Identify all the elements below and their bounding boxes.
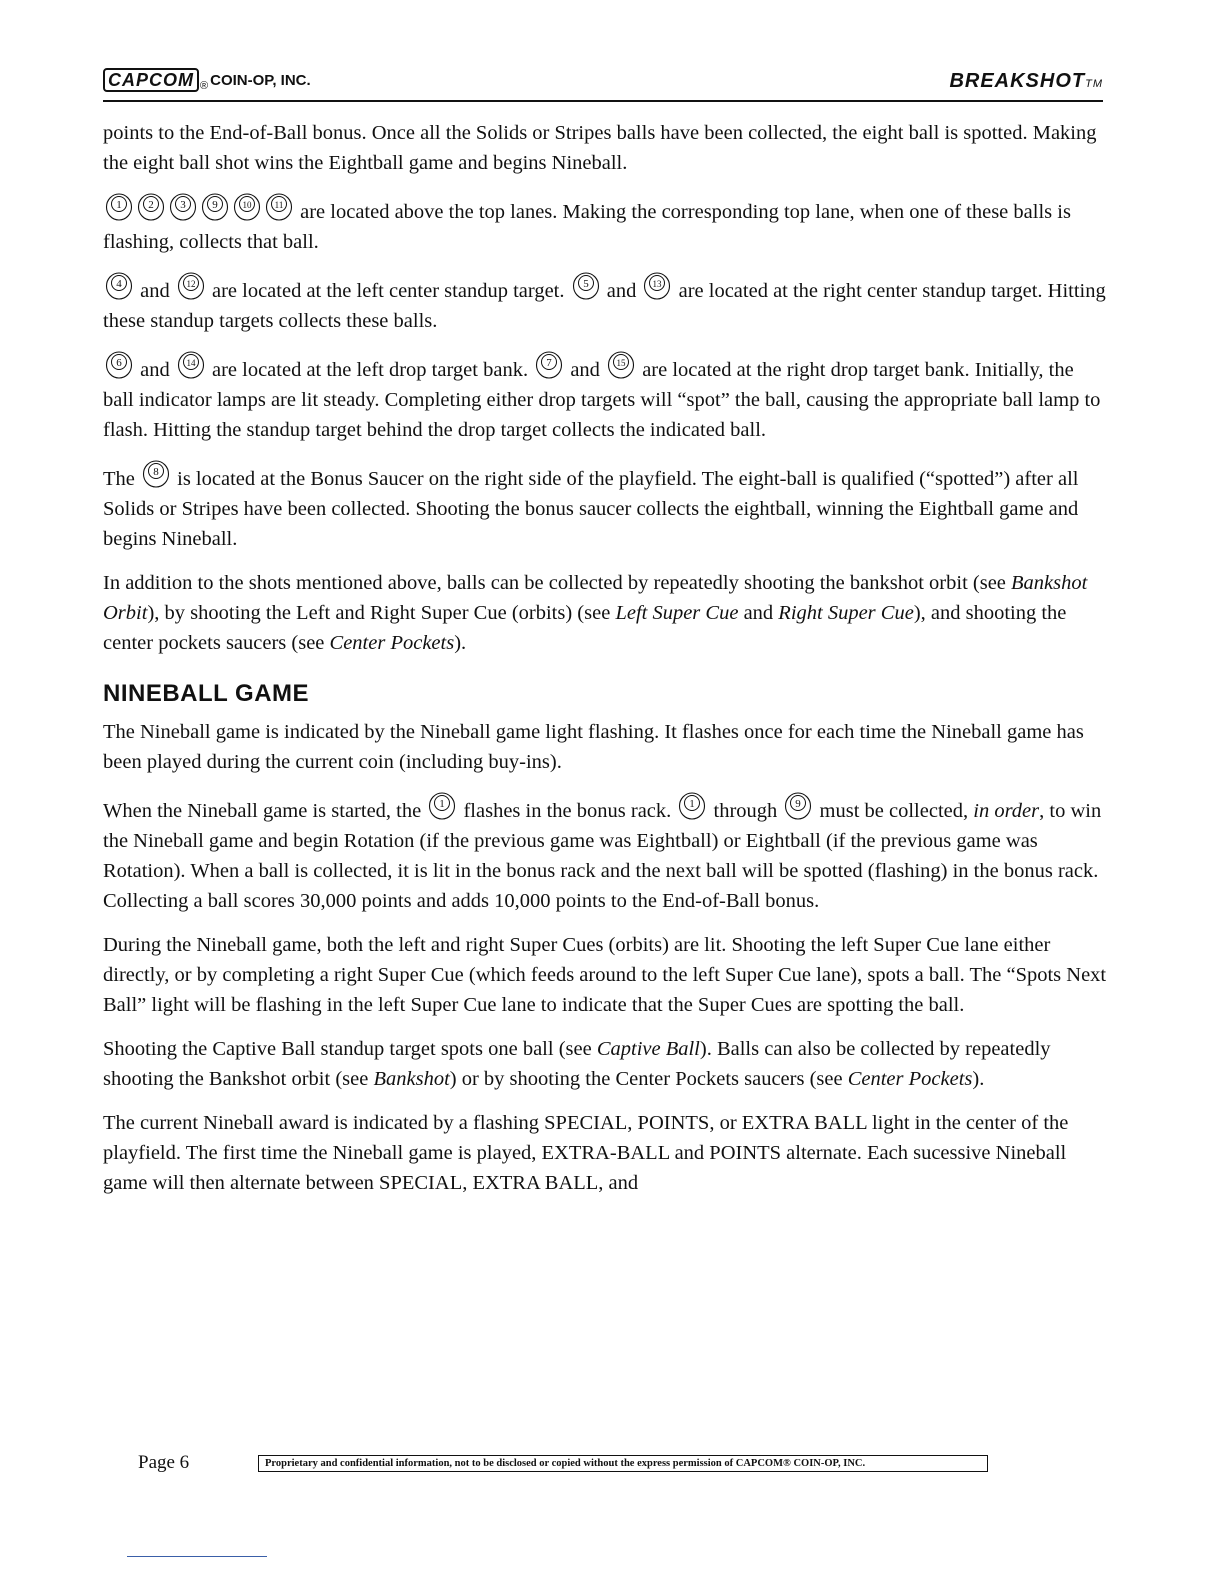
page-header bbox=[103, 66, 1103, 102]
ball-icon bbox=[201, 192, 229, 222]
ball-icon bbox=[535, 350, 563, 380]
svg-text:12: 12 bbox=[186, 279, 196, 289]
svg-text:7: 7 bbox=[546, 357, 552, 369]
ball-icon bbox=[105, 192, 133, 222]
paragraph: 4 and 12 are located at the left center standup target. 5 and 13 are located at the right center standup target. Hitting these standup targets collects these balls. bbox=[103, 271, 1108, 336]
svg-text:6: 6 bbox=[116, 357, 122, 369]
svg-text:8: 8 bbox=[153, 466, 159, 478]
footer-rule bbox=[127, 1556, 267, 1557]
capcom-logo bbox=[103, 68, 311, 92]
ball-icon bbox=[169, 192, 197, 222]
svg-text:11: 11 bbox=[274, 200, 284, 210]
ball-icon bbox=[265, 192, 293, 222]
ball-icon bbox=[233, 192, 261, 222]
paragraph: Shooting the Captive Ball standup target spots one ball (see Captive Ball). Balls can also be collected by repeatedly shooting the Bankshot orbit (see Bankshot) or by shooting the Center Pockets saucers (see Center Pockets). bbox=[103, 1038, 1051, 1090]
registered-mark: ® bbox=[200, 80, 209, 92]
svg-text:9: 9 bbox=[795, 798, 802, 810]
svg-text:13: 13 bbox=[652, 279, 662, 289]
svg-text:5: 5 bbox=[582, 278, 589, 290]
section-heading: NINEBALL GAME bbox=[103, 680, 310, 707]
svg-text:2: 2 bbox=[148, 199, 154, 211]
ball-icon bbox=[784, 791, 812, 821]
svg-text:15: 15 bbox=[616, 358, 626, 368]
paragraph: The Nineball game is indicated by the Nineball game light flashing. It flashes once for each time the Nineball game has been played during the current coin (including buy-ins). bbox=[103, 721, 1084, 773]
proprietary-notice: Proprietary and confidential information, not to be disclosed or copied without the express permission of CAPCOM® COIN-OP, INC. bbox=[258, 1455, 988, 1472]
svg-text:1: 1 bbox=[439, 798, 446, 810]
brand-title: BREAKSHOTTM bbox=[949, 70, 1103, 92]
ball-icon bbox=[607, 350, 635, 380]
document-body bbox=[103, 118, 1108, 1212]
ball-icon bbox=[678, 791, 706, 821]
paragraph: 6 and 14 are located at the left drop target bank. 7 and 15 are located at the right drop target bank. Initially, the ball indicator lamps are lit steady. Completing either drop targets will “spot” the ball, causing the appropriate ball lamp to flash. Hitting the standup target behind the drop target collects the indicated ball. bbox=[103, 350, 1108, 445]
ball-icon bbox=[137, 192, 165, 222]
svg-text:1: 1 bbox=[689, 798, 696, 810]
paragraph: 1 2 3 9 10 11 are located above the top lanes. Making the corresponding top lane, when one of these balls is flashing, collects that ball. bbox=[103, 192, 1108, 257]
svg-text:4: 4 bbox=[116, 278, 122, 290]
paragraph: In addition to the shots mentioned above, balls can be collected by repeatedly shooting the bankshot orbit (see Bankshot Orbit), by shooting the Left and Right Super Cue (orbits) (see Left Super Cue and Right Super Cue), and shooting the center pockets saucers (see Center Pockets). bbox=[103, 572, 1088, 654]
paragraph: The current Nineball award is indicated by a flashing SPECIAL, POINTS, or EXTRA BALL light in the center of the playfield. The first time the Nineball game is played, EXTRA-BALL and POINTS alternate. Each sucessive Nineball game will then alternate between SPECIAL, EXTRA BALL, and bbox=[103, 1112, 1069, 1194]
svg-text:1: 1 bbox=[116, 199, 122, 211]
svg-text:3: 3 bbox=[180, 199, 186, 211]
svg-text:10: 10 bbox=[242, 200, 252, 210]
ball-icon bbox=[643, 271, 671, 301]
paragraph: When the Nineball game is started, the 1 flashes in the bonus rack. 1 through 9 must be collected, in order, to win the Nineball game and begin Rotation (if the previous game was Eightball) or Eightball (if the previous game was Rotation). When a ball is collected, it is lit in the bonus rack and the next ball will be spotted (flashing) in the bonus rack. Collecting a ball scores 30,000 points and adds 10,000 points to the End-of-Ball bonus. bbox=[103, 791, 1108, 916]
ball-icon bbox=[105, 271, 133, 301]
ball-icon bbox=[572, 271, 600, 301]
ball-icon bbox=[177, 271, 205, 301]
ball-icon bbox=[177, 350, 205, 380]
ball-icon bbox=[105, 350, 133, 380]
company-name: COIN-OP, INC. bbox=[210, 72, 311, 89]
logo-text: CAPCOM bbox=[103, 68, 199, 92]
svg-text:9: 9 bbox=[212, 199, 218, 211]
paragraph: The 8 is located at the Bonus Saucer on the right side of the playfield. The eight-ball is qualified (“spotted”) after all Solids or Stripes have been collected. Shooting the bonus saucer collects the eightball, winning the Eightball game and begins Nineball. bbox=[103, 459, 1108, 554]
paragraph: During the Nineball game, both the left and right Super Cues (orbits) are lit. Shooting the left Super Cue lane either directly, or by completing a right Super Cue (which feeds around to the left Super Cue lane), spots a ball. The “Spots Next Ball” light will be flashing in the left Super Cue lane to indicate that the Super Cues are spotting the ball. bbox=[103, 934, 1107, 1016]
ball-icon bbox=[428, 791, 456, 821]
paragraph: points to the End-of-Ball bonus. Once all the Solids or Stripes balls have been collected, the eight ball is spotted. Making the eight ball shot wins the Eightball game and begins Nineball. bbox=[103, 122, 1097, 174]
page-number: Page 6 bbox=[138, 1452, 190, 1473]
ball-icon bbox=[142, 459, 170, 489]
svg-text:14: 14 bbox=[186, 358, 196, 368]
